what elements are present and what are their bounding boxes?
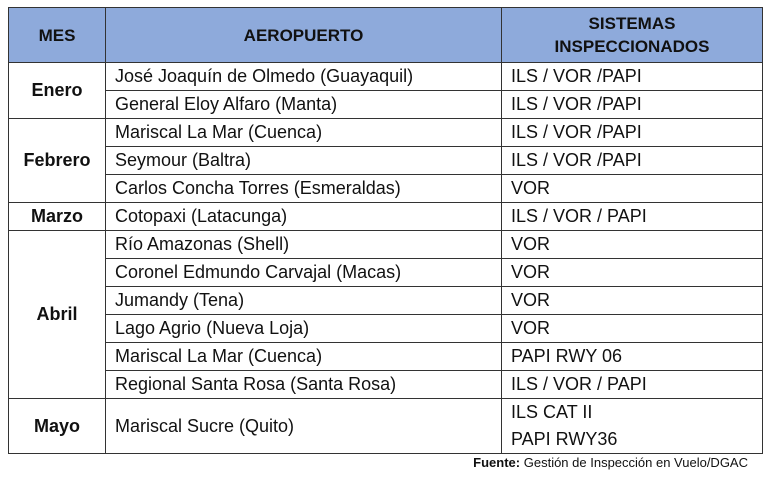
airport-cell: Seymour (Baltra): [106, 147, 502, 175]
header-systems: [502, 8, 763, 63]
table-row: [9, 175, 763, 203]
system-item: PAPI RWY 06: [511, 346, 623, 366]
systems-cell: [502, 371, 763, 399]
systems-cell: [502, 63, 763, 91]
header-row: [9, 8, 763, 63]
systems-cell: [502, 315, 763, 343]
systems-cell: [502, 147, 763, 175]
table-header: [9, 8, 763, 63]
table-row: [9, 231, 763, 259]
airport-cell: Regional Santa Rosa (Santa Rosa): [106, 371, 502, 399]
airport-cell: General Eloy Alfaro (Manta): [106, 91, 502, 119]
month-cell: Marzo: [9, 203, 106, 231]
airport-cell: José Joaquín de Olmedo (Guayaquil): [106, 63, 502, 91]
table-row: [9, 91, 763, 119]
table-row: [9, 287, 763, 315]
table-row: [9, 343, 763, 371]
systems-cell: [502, 399, 763, 454]
systems-cell: [502, 287, 763, 315]
table-row: [9, 371, 763, 399]
month-cell: Enero: [9, 63, 106, 119]
month-cell: Mayo: [9, 399, 106, 454]
airport-cell: Carlos Concha Torres (Esmeraldas): [106, 175, 502, 203]
system-item: ILS / VOR / PAPI: [511, 206, 647, 226]
airport-cell: Lago Agrio (Nueva Loja): [106, 315, 502, 343]
month-cell: Febrero: [9, 119, 106, 203]
system-item: ILS / VOR / PAPI: [511, 374, 647, 394]
table-row: [9, 147, 763, 175]
systems-cell: [502, 231, 763, 259]
table-row: [9, 203, 763, 231]
system-item: ILS / VOR /PAPI: [511, 94, 642, 114]
source-text: Gestión de Inspección en Vuelo/DGAC: [520, 455, 748, 470]
header-month: MES: [9, 8, 106, 63]
airport-cell: Jumandy (Tena): [106, 287, 502, 315]
system-item: VOR: [511, 234, 551, 254]
system-item: ILS / VOR /PAPI: [511, 122, 642, 142]
system-item: ILS / VOR /PAPI: [511, 150, 642, 170]
systems-cell: [502, 259, 763, 287]
airport-cell: Mariscal La Mar (Cuenca): [106, 119, 502, 147]
table-body: [9, 63, 763, 454]
header-systems-line1: SISTEMAS: [588, 14, 676, 33]
systems-cell: [502, 175, 763, 203]
airport-cell: Mariscal La Mar (Cuenca): [106, 343, 502, 371]
system-item: PAPI RWY36: [511, 429, 618, 449]
header-systems-line2: INSPECCIONADOS: [554, 37, 710, 56]
header-airport: AEROPUERTO: [106, 8, 502, 63]
source-label: Fuente:: [473, 455, 521, 470]
system-item: VOR: [511, 178, 551, 198]
system-item: VOR: [511, 290, 551, 310]
systems-cell: [502, 91, 763, 119]
systems-cell: [502, 203, 763, 231]
source-note: [473, 455, 748, 470]
month-cell: Abril: [9, 231, 106, 399]
table-row: [9, 399, 763, 454]
airport-cell: Cotopaxi (Latacunga): [106, 203, 502, 231]
airport-cell: Coronel Edmundo Carvajal (Macas): [106, 259, 502, 287]
systems-cell: [502, 343, 763, 371]
system-item: ILS CAT II: [511, 402, 593, 422]
table-row: [9, 315, 763, 343]
inspections-table: [8, 7, 763, 454]
system-item: VOR: [511, 262, 551, 282]
table-row: [9, 259, 763, 287]
systems-cell: [502, 119, 763, 147]
airport-cell: Mariscal Sucre (Quito): [106, 399, 502, 454]
airport-cell: Río Amazonas (Shell): [106, 231, 502, 259]
system-item: VOR: [511, 318, 551, 338]
system-item: ILS / VOR /PAPI: [511, 66, 642, 86]
table-row: [9, 63, 763, 91]
table-row: [9, 119, 763, 147]
